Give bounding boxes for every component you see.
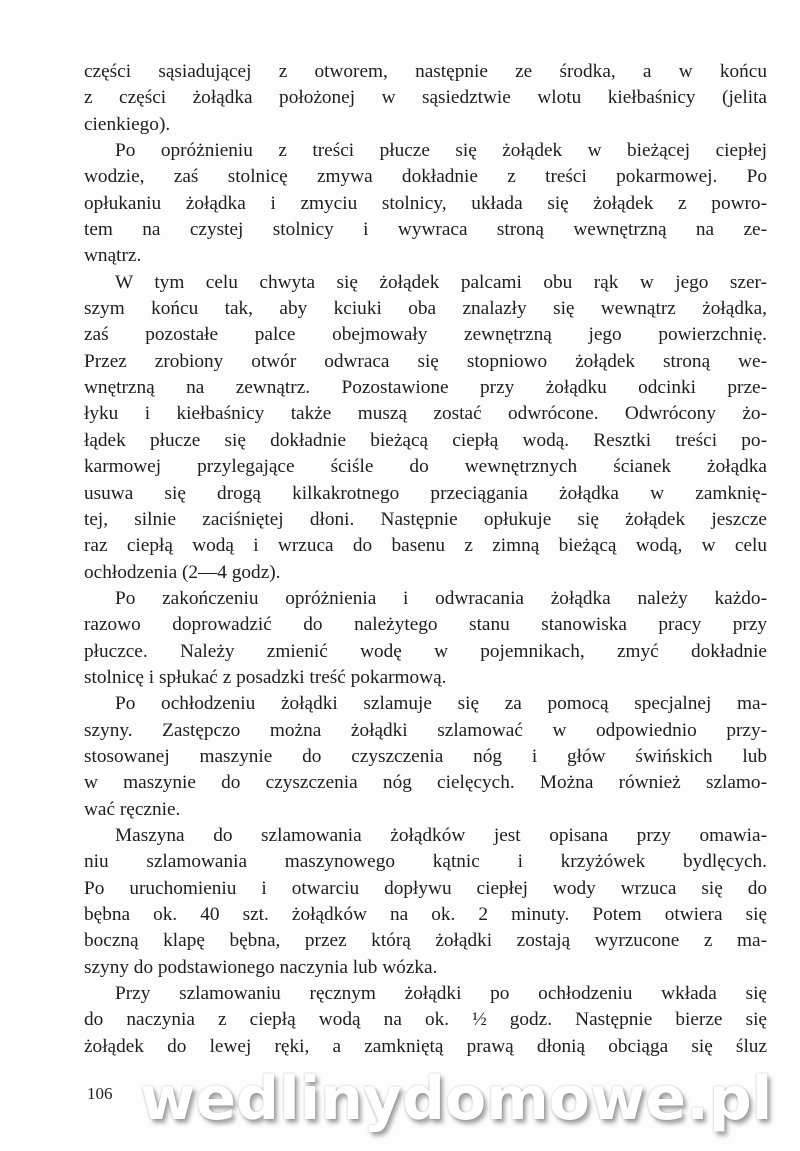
text-line: Przy szlamowaniu ręcznym żołądki po ochłodzeniu wkłada się [115,983,767,1005]
body-text [84,59,767,1060]
paragraph [84,823,767,981]
text-line: do naczynia z ciepłą wodą na ok. ½ godz. Następnie bierze się [84,1009,767,1031]
text-line: w maszynie do czyszczenia nóg cielęcych. Można również szlamo- [84,772,767,794]
text-line: Po zakończeniu opróżnienia i odwracania żołądka należy każdo- [115,587,767,609]
text-line: żołądek do lewej ręki, a zamkniętą prawą dłonią obciąga się śluz [84,1035,767,1057]
paragraph [84,691,767,823]
text-line: razowo doprowadzić do należytego stanu stanowiska pracy przy [84,614,767,636]
page-number: 106 [87,1084,113,1103]
text-line: Po ochłodzeniu żołądki szlamuje się za pomocą specjalnej ma- [115,693,767,715]
text-line: karmowej przylegające ściśle do wewnętrznych ścianek żołądka [84,456,767,478]
paragraph [84,270,767,586]
text-line: Po uruchomieniu i otwarciu dopływu ciepłej wody wrzuca się do [84,877,767,899]
text-line: z części żołądka położonej w sąsiedztwie wlotu kiełbaśnicy (jelita [84,87,767,109]
text-line: stolnicę i spłukać z posadzki treść pokarmową. [84,666,447,688]
text-line: tem na czystej stolnicy i wywraca stroną wewnętrzną na ze- [84,219,767,241]
text-line: części sąsiadującej z otworem, następnie ze środka, a w końcu [84,61,767,82]
text-line: bębna ok. 40 szt. żołądków na ok. 2 minuty. Potem otwiera się [84,904,767,925]
text-line: tej, silnie zaciśniętej dłoni. Następnie opłukuje się żołądek jeszcze [84,508,767,530]
text-line: szyny do podstawionego naczynia lub wózka. [84,956,438,978]
text-line: łądek płucze się dokładnie bieżącą ciepłą wodą. Resztki treści po- [84,429,767,451]
text-line: szym końcu tak, aby kciuki oba znalazły się wewnątrz żołądka, [84,298,767,320]
text-line: W tym celu chwyta się żołądek palcami obu rąk w jego szer- [115,271,767,293]
paragraph [84,981,767,1060]
text-line: zaś pozostałe palce obejmowały zewnętrzną jego powierzchnię. [84,324,767,346]
text-line: usuwa się drogą kilkakrotnego przeciągania żołądka w zamknię- [84,482,767,504]
text-line: stosowanej maszynie do czyszczenia nóg i głów świńskich lub [84,745,767,767]
paragraph [84,586,767,691]
paragraph [84,138,767,270]
text-line: płuczce. Należy zmienić wodę w pojemnikach, zmyć dokładnie [84,640,767,662]
text-line: cienkiego). [84,113,171,135]
text-line: opłukaniu żołądka i zmyciu stolnicy, układa się żołądek z powro- [84,192,767,214]
text-line: boczną klapę bębna, przez którą żołądki zostają wyrzucone z ma- [84,930,767,952]
watermark-logo: wedlinydomowe.pl [140,1064,773,1134]
paragraph [84,59,767,138]
text-line: wać ręcznie. [84,798,181,820]
text-line: szyny. Zastępczo można żołądki szlamować w odpowiednio przy- [84,719,767,741]
text-line: niu szlamowania maszynowego kątnic i krzyżówek bydlęcych. [84,851,767,873]
text-line: raz ciepłą wodą i wrzuca do basenu z zimną bieżącą wodą, w celu [84,535,767,557]
text-line: łyku i kiełbaśnicy także muszą zostać odwrócone. Odwrócony żo- [84,403,767,425]
text-line: wnątrz. [84,245,142,267]
text-line: Przez zrobiony otwór odwraca się stopniowo żołądek stroną we- [84,350,767,372]
text-line: wnętrzną na zewnątrz. Pozostawione przy żołądku odcinki prze- [84,377,767,399]
text-line: Maszyna do szlamowania żołądków jest opisana przy omawia- [115,824,767,846]
text-line: wodzie, zaś stolnicę zmywa dokładnie z treści pokarmowej. Po [84,166,767,188]
text-line: Po opróżnieniu z treści płucze się żołądek w bieżącej ciepłej [115,140,767,162]
text-line: ochłodzenia (2—4 godz). [84,561,281,583]
